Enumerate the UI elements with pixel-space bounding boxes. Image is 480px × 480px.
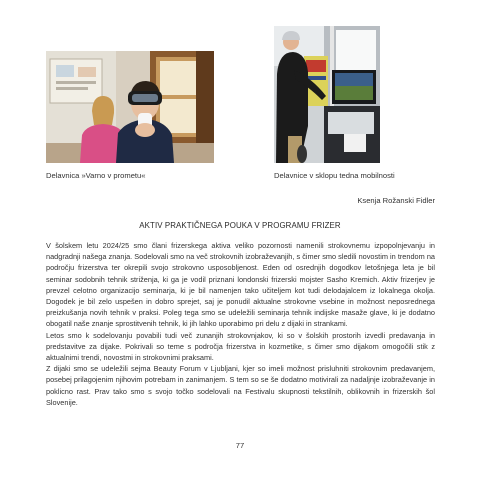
photo-mobility-week-image xyxy=(274,26,380,163)
photo-mobility-week-workshop xyxy=(274,26,380,163)
page-number: 77 xyxy=(235,441,245,450)
article-author: Ksenja Rožanski Fidler xyxy=(357,196,435,205)
article-paragraph: Letos smo k sodelovanju povabili tudi več zunanjih strokovnjakov, ki so v šolskih prostorih izvedli predavanja in predstavitve za dijake. Pokrivali so teme s področja frizerstva in kozmetike, s čimer smo dijakom omogočili stik z aktualnimi trendi, novostmi in strokovnimi praksami. xyxy=(46,330,435,363)
article-paragraph: V šolskem letu 2024/25 smo člani frizerskega aktiva veliko pozornosti namenili strokovnemu izpopolnjevanju in nadgradnji našega znanja. Sodelovali smo na več strokovnih izobraževanjih, s čimer smo sledili novostim in trendom na področju frizerstva ter okrepili svojo strokovno usposobljenost. Eden od osrednjih dogodkov letošnjega leta je bil seminar sodobnih tehnik striženja, ki ga je vodil priznani londonski frizerski mojster Sasho Kremich. Aktiv frizerjev je prevzel celotno organizacijo seminarja, ki je bil namenjen tako učiteljem kot tudi delodajalcem iz lokalnega okolja. Dogodek je bil zelo uspešen in dobro sprejet, saj je ponudil aktualne strokovne vsebine in možnost neposrednega preizkušanja novih tehnik v praksi. Poleg tega smo se udeležili seminarja tehnik indijske masaže glave, ki je dodatno obogatil naše znanje sprostitvenih tehnik, ki jih lahko uporabimo pri delu z dijaki in strankami. xyxy=(46,241,435,329)
photo-traffic-workshop-image xyxy=(46,51,214,163)
photo-caption-right: Delavnice v sklopu tedna mobilnosti xyxy=(274,171,395,180)
photo-caption-left: Delavnica »Varno v prometu« xyxy=(46,171,146,180)
article-paragraph: Z dijaki smo se udeležili sejma Beauty Forum v Ljubljani, kjer so imeli možnost prisluhniti strokovnim predavanjem, posebej prilagojenim njihovim potrebam in zanimanjem. S tem so se še dodatno motivirali za nadaljnje izobraževanje in poklicno rast. Prav tako smo s svojo točko sodelovali na Festivalu skupnosti tekstilnih, oblikovnih in frizerskih šol Slovenije. xyxy=(46,364,435,407)
article-title: AKTIV PRAKTIČNEGA POUKA V PROGRAMU FRIZER xyxy=(139,221,341,230)
article-body xyxy=(46,240,435,408)
photo-traffic-workshop xyxy=(46,51,214,163)
